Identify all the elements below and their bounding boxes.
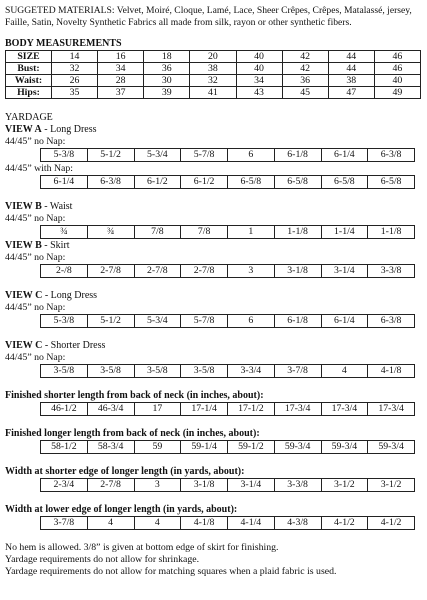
view-b-waist-row	[40, 225, 415, 239]
cell: 5-1/2	[87, 315, 134, 328]
bust-row	[6, 63, 421, 75]
cell: 2-/8	[41, 265, 88, 278]
cell: 40	[374, 75, 420, 87]
cell: 17-1/4	[181, 403, 228, 416]
view-a-with-nap-row	[40, 175, 415, 189]
fabric-label: 44/45” no Nap:	[5, 302, 66, 313]
view-a-no-nap-row	[40, 148, 415, 162]
cell: 4-1/2	[368, 517, 415, 530]
width-shorter-title: Width at shorter edge of longer length (in yards, about):	[5, 466, 245, 477]
finished-shorter-row	[40, 402, 415, 416]
body-measurements-table	[5, 50, 421, 99]
cell: 59-3/4	[274, 441, 321, 454]
hips-row	[6, 87, 421, 99]
cell: 40	[236, 63, 282, 75]
note-line: Yardage requirements do not allow for matching squares when a plaid fabric is used.	[5, 566, 337, 577]
cell: 3-1/4	[321, 265, 368, 278]
view-b-skirt-heading	[5, 240, 423, 251]
size-row	[6, 51, 421, 63]
cell: 17-1/2	[228, 403, 275, 416]
cell: 1	[228, 226, 275, 239]
cell: 38	[190, 63, 236, 75]
cell: 6-1/8	[274, 315, 321, 328]
cell: 47	[328, 87, 374, 99]
view-subtitle: - Shorter Dress	[42, 340, 106, 351]
cell: 3-3/8	[274, 479, 321, 492]
view-subtitle: - Long Dress	[41, 124, 97, 135]
cell: 3	[228, 265, 275, 278]
cell: 35	[52, 87, 98, 99]
cell: 58-3/4	[87, 441, 134, 454]
cell: 3-7/8	[41, 517, 88, 530]
cell: ¾	[41, 226, 88, 239]
cell: 3-1/4	[228, 479, 275, 492]
cell: 26	[52, 75, 98, 87]
cell: 7/8	[134, 226, 181, 239]
cell: 6-5/8	[368, 176, 415, 189]
cell: 6	[228, 149, 275, 162]
cell: 37	[98, 87, 144, 99]
cell: 6-1/4	[321, 315, 368, 328]
cell: 59-1/2	[228, 441, 275, 454]
cell: 6-5/8	[228, 176, 275, 189]
cell: 17-3/4	[321, 403, 368, 416]
cell: 6-5/8	[321, 176, 368, 189]
row-label: Bust:	[6, 63, 52, 75]
cell: 3-7/8	[274, 365, 321, 378]
cell: 3-1/2	[321, 479, 368, 492]
cell: 4-1/8	[368, 365, 415, 378]
cell: 44	[328, 63, 374, 75]
cell: 4-1/4	[228, 517, 275, 530]
cell: 28	[98, 75, 144, 87]
cell: 1-1/4	[321, 226, 368, 239]
cell: 4	[87, 517, 134, 530]
cell: 1-1/8	[274, 226, 321, 239]
cell: 5-3/4	[134, 149, 181, 162]
cell: 3-5/8	[181, 365, 228, 378]
cell: 20	[190, 51, 236, 63]
cell: 5-3/8	[41, 149, 88, 162]
cell: 7/8	[181, 226, 228, 239]
cell: 6-1/8	[274, 149, 321, 162]
cell: 42	[282, 51, 328, 63]
view-title: VIEW B	[5, 240, 42, 251]
width-lower-title: Width at lower edge of longer length (in yards, about):	[5, 504, 238, 515]
finished-longer-title: Finished longer length from back of neck (in inches, about):	[5, 428, 260, 439]
fabric-label: 44/45” no Nap:	[5, 352, 66, 363]
cell: 38	[328, 75, 374, 87]
cell: 6-3/8	[368, 315, 415, 328]
cell: 49	[374, 87, 420, 99]
view-c-short-heading	[5, 340, 423, 351]
cell: 3-1/8	[181, 479, 228, 492]
view-subtitle: - Skirt	[41, 240, 70, 251]
cell: 3-5/8	[41, 365, 88, 378]
cell: 3-1/2	[368, 479, 415, 492]
cell: 46-1/2	[41, 403, 88, 416]
cell: 42	[282, 63, 328, 75]
cell: 44	[328, 51, 374, 63]
cell: 3-5/8	[87, 365, 134, 378]
view-c-long-row	[40, 314, 415, 328]
cell: 59-3/4	[321, 441, 368, 454]
cell: 17-3/4	[274, 403, 321, 416]
fabric-label: 44/45” no Nap:	[5, 213, 66, 224]
cell: 4-3/8	[274, 517, 321, 530]
cell: 30	[144, 75, 190, 87]
cell: 5-3/4	[134, 315, 181, 328]
cell: 17	[134, 403, 181, 416]
cell: 5-7/8	[181, 315, 228, 328]
row-label: SIZE	[6, 51, 52, 63]
cell: 32	[52, 63, 98, 75]
view-b-skirt-row	[40, 264, 415, 278]
cell: 5-1/2	[87, 149, 134, 162]
cell: 3-5/8	[134, 365, 181, 378]
cell: 46	[374, 51, 420, 63]
finished-longer-row	[40, 440, 415, 454]
cell: 59	[134, 441, 181, 454]
cell: 40	[236, 51, 282, 63]
cell: 2-7/8	[181, 265, 228, 278]
finished-shorter-title: Finished shorter length from back of neck (in inches, about):	[5, 390, 264, 401]
fabric-label: 44/45” with Nap:	[5, 163, 74, 174]
cell: 6-1/4	[41, 176, 88, 189]
row-label: Waist:	[6, 75, 52, 87]
cell: 6-1/4	[321, 149, 368, 162]
pattern-sheet	[5, 0, 423, 578]
cell: 4	[321, 365, 368, 378]
cell: 6-3/8	[368, 149, 415, 162]
cell: 41	[190, 87, 236, 99]
view-b-waist-heading	[5, 201, 423, 212]
cell: 4	[134, 517, 181, 530]
fabric-label: 44/45” no Nap:	[5, 252, 66, 263]
cell: 34	[98, 63, 144, 75]
view-title: VIEW A	[5, 124, 42, 135]
cell: 46-3/4	[87, 403, 134, 416]
cell: 14	[52, 51, 98, 63]
cell: 34	[236, 75, 282, 87]
cell: 6-1/2	[134, 176, 181, 189]
cell: 2-3/4	[41, 479, 88, 492]
width-shorter-row	[40, 478, 415, 492]
cell: 18	[144, 51, 190, 63]
cell: 2-7/8	[87, 479, 134, 492]
view-title: VIEW C	[5, 290, 43, 301]
cell: 45	[282, 87, 328, 99]
row-label: Hips:	[6, 87, 52, 99]
cell: 3-3/8	[368, 265, 415, 278]
suggested-materials: SUGGETED MATERIALS: Velvet, Moiré, Cloque, Lamé, Lace, Sheer Crêpes, Crêpes, Matalassé, jersey, Faille, Satin, Novelty Synthetic Fabrics all made from silk, rayon or other synthetic fibers.	[5, 5, 412, 28]
cell: 39	[144, 87, 190, 99]
cell: 16	[98, 51, 144, 63]
cell: 59-1/4	[181, 441, 228, 454]
view-title: VIEW B	[5, 201, 42, 212]
cell: 3	[134, 479, 181, 492]
note-line: Yardage requirements do not allow for shrinkage.	[5, 554, 200, 565]
cell: 6	[228, 315, 275, 328]
cell: 6-3/8	[87, 176, 134, 189]
note-line: No hem is allowed. 3/8” is given at bottom edge of skirt for finishing.	[5, 542, 279, 553]
cell: 4-1/2	[321, 517, 368, 530]
cell: 3-1/8	[274, 265, 321, 278]
cell: 58-1/2	[41, 441, 88, 454]
view-c-long-heading	[5, 290, 423, 301]
cell: 36	[144, 63, 190, 75]
fabric-label: 44/45” no Nap:	[5, 136, 66, 147]
cell: 2-7/8	[134, 265, 181, 278]
cell: 36	[282, 75, 328, 87]
view-title: VIEW C	[5, 340, 43, 351]
cell: 32	[190, 75, 236, 87]
view-a-heading	[5, 124, 423, 135]
cell: 5-3/8	[41, 315, 88, 328]
cell: 43	[236, 87, 282, 99]
cell: 2-7/8	[87, 265, 134, 278]
cell: 6-1/2	[181, 176, 228, 189]
cell: 4-1/8	[181, 517, 228, 530]
body-measurements-title: BODY MEASUREMENTS	[5, 38, 122, 49]
view-subtitle: - Long Dress	[42, 290, 98, 301]
cell: 6-5/8	[274, 176, 321, 189]
cell: ¾	[87, 226, 134, 239]
view-subtitle: - Waist	[41, 201, 73, 212]
notes	[5, 542, 423, 578]
cell: 1-1/8	[368, 226, 415, 239]
view-c-short-row	[40, 364, 415, 378]
yardage-title: YARDAGE	[5, 112, 53, 123]
cell: 59-3/4	[368, 441, 415, 454]
waist-row	[6, 75, 421, 87]
cell: 17-3/4	[368, 403, 415, 416]
cell: 46	[374, 63, 420, 75]
cell: 3-3/4	[228, 365, 275, 378]
cell: 5-7/8	[181, 149, 228, 162]
width-lower-row	[40, 516, 415, 530]
